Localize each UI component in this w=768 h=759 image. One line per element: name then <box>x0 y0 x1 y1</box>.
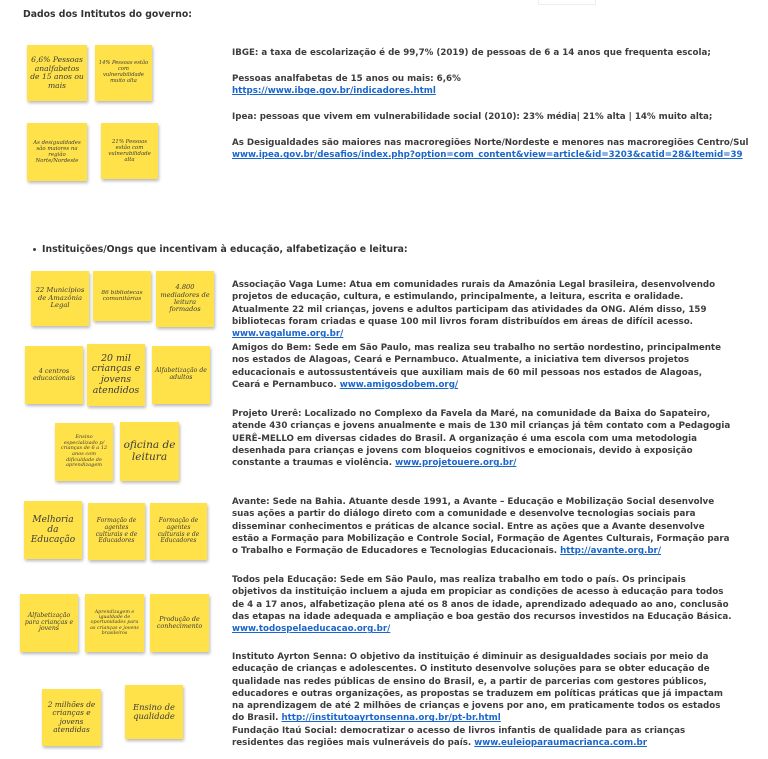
info-paragraph-todos-pela-educacao <box>232 574 732 635</box>
top-card-edge <box>538 0 596 5</box>
sticky-note: Formação de agentes culturais e de Educadores <box>150 503 207 560</box>
info-paragraph-desigualdades <box>232 137 762 162</box>
sticky-note: 6,6% Pessoas analfabetos de 15 anos ou mais <box>27 45 87 101</box>
sticky-note: Formação de agentes culturais e de Educadores <box>88 503 145 560</box>
info-paragraph-ibge <box>232 47 732 59</box>
sticky-note: Produção de conhecimento <box>150 594 209 652</box>
sticky-note: Alfabetização para crianças e jovens <box>20 594 78 652</box>
paragraph-text: Ipea: pessoas que vivem em vulnerabilidade social (2010): 23% média| 21% alta | 14% muito alta; <box>232 112 713 122</box>
section-heading-governo: Dados dos Intitutos do governo: <box>23 9 192 20</box>
paragraph-text: Amigos do Bem: Sede em São Paulo, mas realiza seu trabalho no sertão nordestino, principalmente nos estados de Alagoas, Ceará e Pernambuco. Atualmente, a iniciativa tem diversos projetos educacionais e autossustentáveis que auxiliam mais de 60 mil pessoas nos estados de Alagoas, Ceará e Pernambuco. <box>232 343 721 390</box>
todospelaeducacao-link[interactable]: www.todospelaeducacao.org.br/ <box>232 624 391 635</box>
paragraph-text: Instituto Ayrton Senna: O objetivo da instituição é diminuir as desigualdades sociais por meio da educação de crianças e adolescentes. O instituto desenvolve soluções para se obter educação de qualidade nas redes públicas de ensino do Brasil, e, a partir de parcerias com gestores públicos, educadores e outras organizações, as propostas se traduzem em políticas práticas que já impactam na aprendizagem de até 2 milhões de crianças e jovens por ano, em praticamente todos os estados do Brasil. <box>232 652 723 724</box>
sticky-note: Ensino especializado p/ crianças de 6 a 12 anos com dificuldade de aprendizagem <box>55 423 113 481</box>
info-paragraph-vaga-lume <box>232 279 732 340</box>
eulеio-link[interactable]: www.eulеioparaumacrianca.com.br <box>474 738 648 749</box>
info-paragraph-analfabetas <box>232 73 732 98</box>
info-paragraph-avante <box>232 496 732 557</box>
sticky-note: 22 Municípios de Amazônia Legal <box>31 271 89 326</box>
sticky-note: oficina de leitura <box>120 422 179 481</box>
sticky-note: 2 milhões de crianças e jovens atendidas <box>42 689 101 746</box>
vagalume-link[interactable]: www.vagalume.org.br/ <box>232 329 344 340</box>
sticky-note: 4 centros educacionais <box>25 346 83 404</box>
paragraph-text: Avante: Sede na Bahia. Atuante desde 1991, a Avante – Educação e Mobilização Social desenvolve suas ações a partir do diálogo direto com a comunidade e desenvolve tecnologias sociais para disseminar conhecimentos e práticas de alcance social. Entre as ações que a Avante desenvolve estão a Formação para Mobilização e Controle Social, Formação de Agentes Culturais, Formação para o Trabalho e Formação de Educadores e Tecnologias Educacionais. <box>232 497 730 557</box>
ibge-link[interactable]: https://www.ibge.gov.br/indicadores.html <box>232 86 436 97</box>
paragraph-text: Fundação Itaú Social: democratizar o acesso de livros infantis de qualidade para as crianças residentes das regiões mais vulneráveis do país. <box>232 726 686 749</box>
sticky-note: Ensino de qualidade <box>125 685 183 739</box>
paragraph-text: Todos pela Educação: Sede em São Paulo, mas realiza trabalho em todo o país. Os principais objetivos da instituição incluem a ajuda em propiciar as condições de acesso à educação para todos de 4 a 17 anos, alfabetização plena até os 8 anos de idade, aprendizado adequado ao ano, conclusão das etapas na idade adequada e ampliação e boa gestão dos recursos investidos na Educação Básica. <box>232 575 732 622</box>
sticky-note: 86 bibliotecas comunitárias <box>93 271 151 321</box>
sticky-note: 14% Pessoas estão com vulnerabilidade muito alta <box>95 45 152 101</box>
paragraph-text: As Desigualdades são maiores nas macroregiões Norte/Nordeste e menores nas macroregiões Centro/Sul <box>232 138 749 148</box>
ipea-link[interactable]: www.ipea.gov.br/desafios/index.php?option=com_content&view=article&id=3203&catid=28&Itemid=39 <box>232 150 743 161</box>
paragraph-text: IBGE: a taxa de escolarização é de 99,7% (2019) de pessoas de 6 a 14 anos que frequenta escola; <box>232 48 711 58</box>
info-paragraph-ayrton-senna <box>232 651 732 725</box>
paragraph-text: Associação Vaga Lume: Atua em comunidades rurais da Amazônia Legal brasileira, desenvolvendo projetos de educação, cultura, e estimulando, principalmente, a leitura, escrita e oralidade. Atualmente 22 mil crianças, jovens e adultos participam das atividades da ONG. Além disso, 159 bibliotecas foram criadas e quase 100 mil livros foram distribuídos em áreas de difícil acesso. <box>232 280 716 327</box>
section-heading-instituicoes: Instituições/Ongs que incentivam à educação, alfabetização e leitura: <box>42 244 408 255</box>
amigosdobem-link[interactable]: www.amigosdobem.org/ <box>339 379 459 390</box>
bullet-icon <box>33 248 36 251</box>
sticky-note: As desigualdades são maiores na região Norte/Nordeste <box>27 123 87 181</box>
sticky-note: Aprendizagem e igualdade de oportunidades para as crianças e jovens brasileiros <box>85 594 144 652</box>
sticky-note: Melhoria da Educação <box>24 501 82 559</box>
info-paragraph-ipea <box>232 111 732 123</box>
sticky-note: 21% Pessoas estão com vulnerabilidade alta <box>101 123 158 179</box>
projetouere-link[interactable]: www.projetouere.org.br/ <box>395 458 517 469</box>
info-paragraph-amigos-do-bem <box>232 342 732 391</box>
ayrtonsenna-link[interactable]: http://institutoayrtonsenna.org.br/pt-br.html <box>281 713 501 724</box>
sticky-note: Alfabetização de adultos <box>152 346 210 404</box>
paragraph-text: Pessoas analfabetas de 15 anos ou mais: 6,6% <box>232 74 461 84</box>
info-paragraph-projeto-urere <box>232 408 732 469</box>
sticky-note: 4.800 mediadores de leitura formados <box>156 271 214 327</box>
info-paragraph-fundacao-itau <box>232 725 732 750</box>
sticky-note: 20 mil crianças e jovens atendidos <box>87 344 145 406</box>
paragraph-text: Projeto Urerê: Localizado no Complexo da Favela da Maré, na comunidade da Baixa do Sapateiro, atende 430 crianças e jovens anualmente e mais de 130 mil crianças já têm contato com a Pedagogia UERÊ-MELLO em diversas cidades do Brasil. A organização é uma escola com uma metodologia desenhada para crianças e jovens com bloqueios cognitivos e emocionais, devido à exposição constante a traumas e violência. <box>232 409 731 469</box>
avante-link[interactable]: http://avante.org.br/ <box>560 546 662 557</box>
